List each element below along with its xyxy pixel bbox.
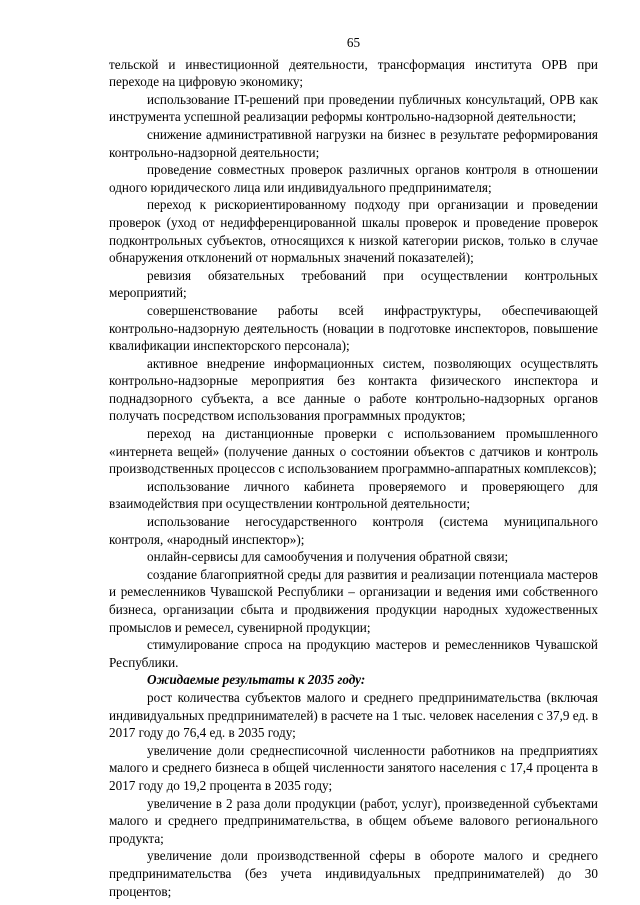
paragraph: увеличение доли производственной сферы в обороте малого и среднего предпринимательства (без учета индивидуальных предпринимателей) до 30 процентов;: [109, 848, 598, 899]
paragraph: совершенствование работы всей инфраструктуры, обеспечивающей контрольно-надзорную деятельность (новации в подготовке инспекторов, повышение квалификации инспекторского персонала);: [109, 302, 598, 354]
paragraph: создание благоприятной среды для развития и реализации потенциала мастеров и ремесленников Чувашской Республики – организации и ведения ими собственного бизнеса, организации сбыта и продвижения продукции народных художественных промыслов и ремесел, сувенирной продукции;: [109, 566, 598, 635]
page-number: 65: [346, 35, 361, 50]
paragraph: стимулирование спроса на продукцию мастеров и ремесленников Чувашской Республики.: [109, 637, 598, 670]
document-page: [109, 34, 598, 900]
paragraph: проведение совместных проверок различных органов контроля в отношении одного юридического лица или индивидуального предпринимателя;: [109, 162, 598, 195]
paragraph: снижение административной нагрузки на бизнес в результате реформирования контрольно-надзорной деятельности;: [109, 126, 598, 160]
paragraph: переход на дистанционные проверки с использованием промышленного «интернета вещей» (получение данных о состоянии объектов с датчиков и контроль производственных процессов с использованием программно-аппаратных комплексов);: [109, 426, 598, 477]
paragraph: использование IT-решений при проведении публичных консультаций, ОРВ как инструмента успешной реализации реформы контрольно-надзорной деятельности;: [109, 91, 598, 125]
paragraph: увеличение в 2 раза доли продукции (работ, услуг), произведенной субъектами малого и среднего предпринимательства, в общем объеме валового регионального продукта;: [109, 795, 598, 846]
paragraph: увеличение доли среднесписочной численности работников на предприятиях малого и среднего бизнеса в общей численности занятого населения с 17,4 процента в 2017 году до 19,2 процента в 2035 году;: [109, 742, 598, 793]
paragraph: переход к рискориентированному подходу при организации и проведении проверок (уход от недифференцированной шкалы проверок и проведение проверок подконтрольных субъектов, относящихся к низкой категории рисков, только в случае обнаружения отклонений от нормальных значений показателей);: [109, 197, 598, 266]
section-heading: Ожидаемые результаты к 2035 году:: [147, 672, 366, 688]
paragraph: использование личного кабинета проверяемого и проверяющего для взаимодействия при осуществлении контрольной деятельности;: [109, 478, 598, 512]
paragraph: онлайн-сервисы для самообучения и получения обратной связи;: [147, 549, 509, 565]
paragraph: использование негосударственного контроля (система муниципального контроля, «народный инспектор»);: [109, 514, 598, 547]
paragraph: рост количества субъектов малого и среднего предпринимательства (включая индивидуальных предпринимателей) в расчете на 1 тыс. человек населения с 37,9 ед. в 2017 году до 76,4 ед. в 2035 году;: [109, 689, 599, 741]
paragraph: активное внедрение информационных систем, позволяющих осуществлять контрольно-надзорные мероприятия без контакта физического инспектора и поднадзорного субъекта, а все данные о работе контрольно-надзорных органов получать посредством использования программных продуктов;: [109, 355, 598, 424]
paragraph: тельской и инвестиционной деятельности, трансформация института ОРВ при переходе на цифровую экономику;: [109, 56, 598, 90]
paragraph: ревизия обязательных требований при осуществлении контрольных мероприятий;: [109, 267, 598, 301]
